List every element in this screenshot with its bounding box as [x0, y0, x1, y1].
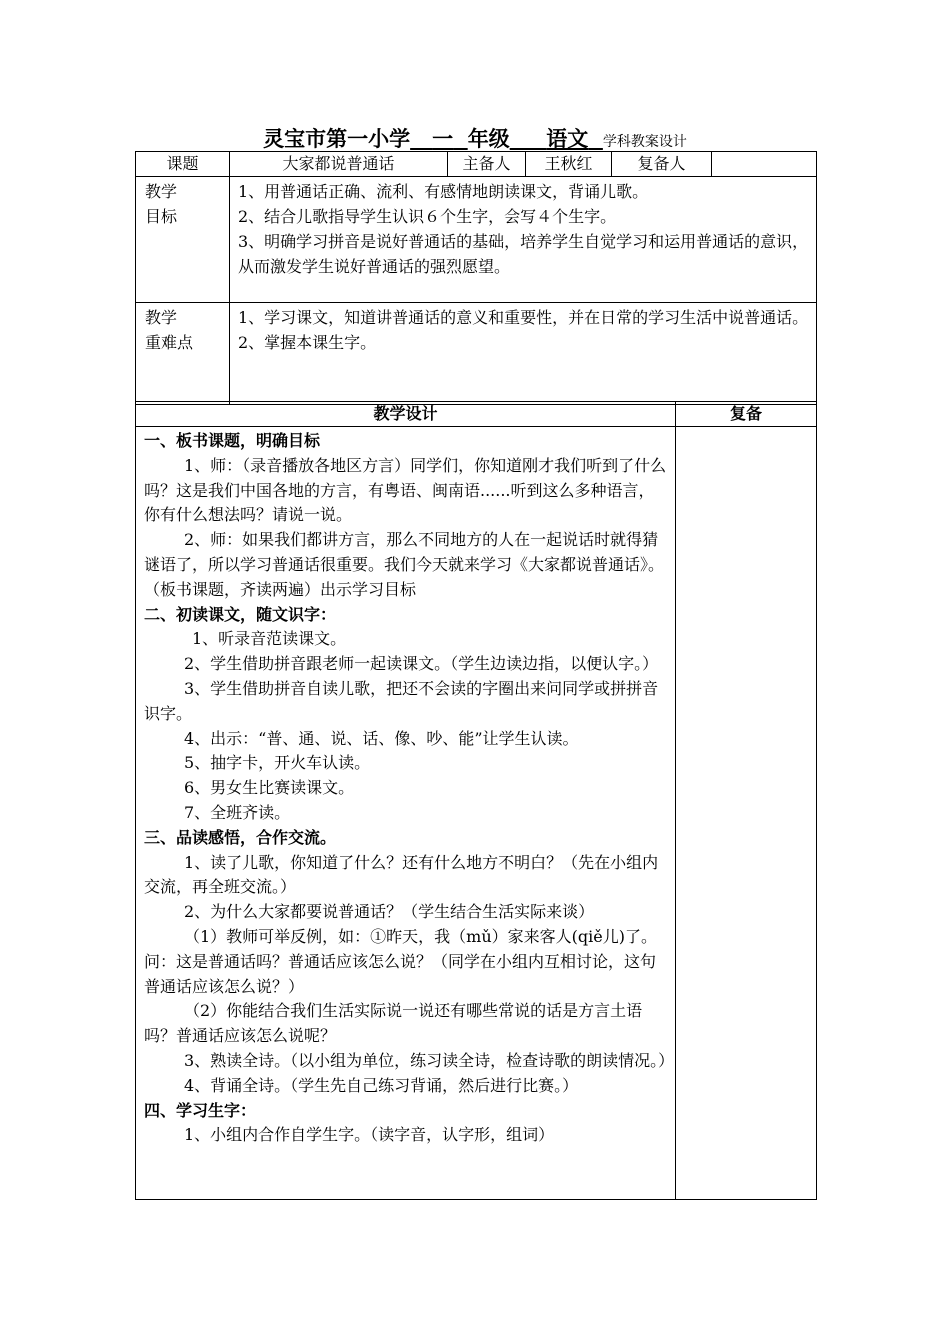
- school-name: 灵宝市第一小学: [263, 126, 411, 151]
- section-heading: 二、初读课文，随文识字：: [144, 604, 337, 624]
- co-preparer-label: 复备人: [612, 152, 712, 177]
- goals-content: [230, 177, 817, 303]
- review-content: [676, 427, 817, 1200]
- section-heading: 四、学习生字：: [144, 1100, 257, 1120]
- goals-label: 教学 目标: [136, 177, 230, 303]
- grade-value: 一: [432, 126, 454, 151]
- goal-item: 2、结合儿歌指导学生认识６个生字，会写４个生字。: [238, 207, 617, 226]
- paragraph: 1、小组内合作自学生字。（读字音，认字形，组词）: [184, 1125, 555, 1145]
- paragraph: 2、学生借助拼音跟老师一起读课文。（学生边读边指，以便认字。）: [184, 654, 659, 674]
- paragraph: 6、男女生比赛读课文。: [184, 778, 355, 798]
- key-point-item: 1、学习课文，知道讲普通话的意义和重要性，并在日常的学习生活中说普通话。: [238, 308, 809, 327]
- design-header-row: [136, 402, 817, 427]
- grade-suffix: 年级: [467, 126, 510, 151]
- paragraph: 4、背诵全诗。（学生先自己练习背诵，然后进行比赛。）: [184, 1075, 579, 1095]
- info-table: [135, 151, 817, 405]
- key-point-item: 2、掌握本课生字。: [238, 333, 377, 352]
- goal-item: 3、明确学习拼音是说好普通话的基础，培养学生自觉学习和运用普通话的意识，从而激发学生说好普通话的强烈愿望。: [238, 232, 809, 276]
- paragraph: 1、读了儿歌，你知道了什么？还有什么地方不明白？（先在小组内交流，再全班交流。）: [144, 852, 659, 897]
- paragraph: 5、抽字卡，开火车认读。: [184, 753, 371, 773]
- title-tail: 学科教案设计: [602, 134, 687, 150]
- paragraph: 3、学生借助拼音自读儿歌，把还不会读的字圈出来问同学或拼拼音识字。: [144, 678, 659, 723]
- paragraph: 4、出示：“普、通、说、话、像、吵、能”让学生认读。: [184, 728, 579, 748]
- co-preparer-value: [712, 152, 817, 177]
- topic-label: 课题: [136, 152, 230, 177]
- section-heading: 三、品读感悟，合作交流。: [144, 827, 337, 847]
- key-points-label: 教学 重难点: [136, 303, 230, 405]
- paragraph: （1）教师可举反例，如：①昨天，我（mǔ）家来客人(qiě儿)了。问：这是普通话吗？普通话应该怎么说？（同学在小组内互相讨论，这句普通话应该怎么说？）: [144, 926, 657, 996]
- paragraph: 1、师：（录音播放各地区方言）同学们，你知道刚才我们听到了什么吗？这是我们中国各地的方言，有粤语、闽南语......听到这么多种语言，你有什么想法吗？请说一说。: [144, 455, 667, 525]
- paragraph: 3、熟读全诗。（以小组为单位，练习读全诗，检查诗歌的朗读情况。）: [184, 1050, 675, 1070]
- info-row: [136, 152, 817, 177]
- design-content: [136, 427, 676, 1200]
- review-column-header: 复备: [676, 402, 817, 427]
- key-points-content: [230, 303, 817, 405]
- key-points-row: [136, 303, 817, 405]
- subject-value: 语文: [546, 126, 589, 151]
- paragraph: 2、为什么大家都要说普通话？（学生结合生活实际来谈）: [184, 902, 595, 922]
- main-preparer-value: 王秋红: [526, 152, 612, 177]
- design-table: [135, 401, 817, 1200]
- paragraph: 1、听录音范读课文。: [192, 629, 347, 649]
- paragraph: 2、师：如果我们都讲方言，那么不同地方的人在一起说话时就得猜谜语了，所以学习普通话很重要。我们今天就来学习《大家都说普通话》。（板书课题，齐读两遍）出示学习目标: [144, 530, 665, 599]
- topic-value: 大家都说普通话: [230, 152, 448, 177]
- goals-row: [136, 177, 817, 303]
- paragraph: 7、全班齐读。: [184, 802, 291, 822]
- design-body-row: [136, 427, 817, 1200]
- paragraph: （2）你能结合我们生活实际说一说还有哪些常说的话是方言土语吗？普通话应该怎么说呢？: [144, 1001, 643, 1046]
- design-column-header: 教学设计: [136, 402, 676, 427]
- section-heading: 一、板书课题，明确目标: [144, 431, 321, 450]
- main-preparer-label: 主备人: [448, 152, 526, 177]
- goal-item: 1、用普通话正确、流利、有感情地朗读课文，背诵儿歌。: [238, 182, 649, 201]
